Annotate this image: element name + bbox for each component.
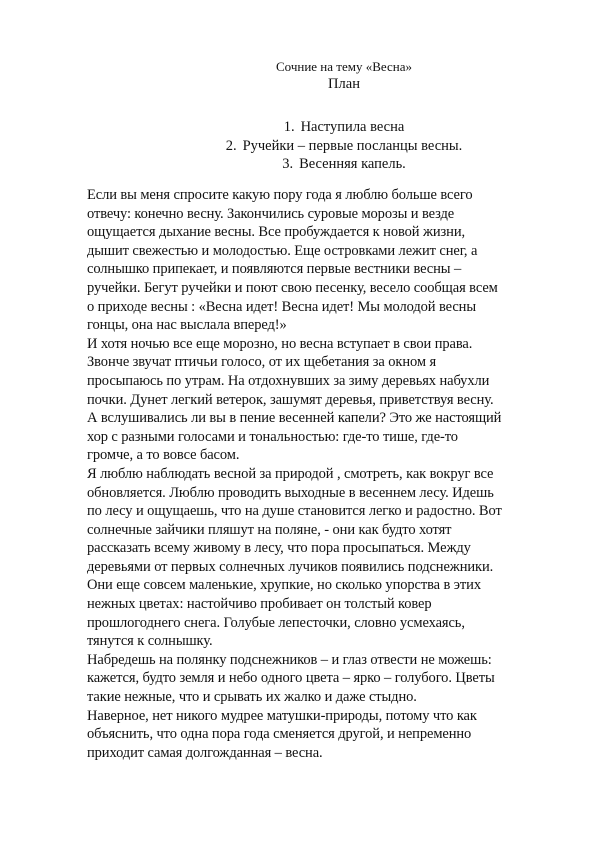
body-line: отвечу: конечно весну. Закончились суровые морозы и везде bbox=[87, 205, 455, 222]
plan-item-number: 2. bbox=[225, 137, 237, 154]
body-line: И хотя ночью все еще морозно, но весна вступает в свои права. bbox=[87, 335, 473, 352]
plan-item-text: Весенняя капель. bbox=[299, 156, 406, 172]
body-line: почки. Дунет легкий ветерок, зашумят деревья, приветствуя весну. bbox=[87, 391, 494, 408]
essay-body bbox=[87, 186, 527, 762]
body-line: Наверное, нет никого мудрее матушки-природы, потому что как bbox=[87, 707, 477, 724]
plan-item-number: 3. bbox=[282, 156, 294, 172]
body-line: Я люблю наблюдать весной за природой , смотреть, как вокруг все bbox=[87, 465, 494, 482]
body-line: деревьями от первых солнечных лучиков появились подснежники. bbox=[87, 558, 494, 575]
body-line: о приходе весны : «Весна идет! Весна идет! Мы молодой весны bbox=[87, 298, 476, 315]
plan-list bbox=[0, 118, 596, 174]
body-line: ощущается дыхание весны. Все пробуждается к новой жизни, bbox=[87, 224, 465, 241]
body-line: дышит свежестью и молодостью. Еще островками лежит снег, а bbox=[87, 242, 478, 259]
plan-item-text: Ручейки – первые посланцы весны. bbox=[242, 137, 463, 154]
body-line: Звонче звучат птичьи голосо, от их щебетания за окном я bbox=[87, 354, 437, 371]
body-line: Если вы меня спросите какую пору года я люблю больше всего bbox=[87, 187, 473, 203]
plan-item-text: Наступила весна bbox=[300, 119, 405, 135]
body-line: солнышко припекает, и появляются первые вестники весны – bbox=[87, 261, 462, 278]
body-line: такие нежные, что и срывать их жалко и даже стыдно. bbox=[87, 689, 417, 706]
body-line: ручейки. Бегут ручейки и поют свою песенку, весело сообщая всем bbox=[87, 279, 498, 296]
plan-item-number: 1. bbox=[283, 119, 295, 135]
body-line: по лесу и ощущаешь, что на душе становится легко и радостно. Вот bbox=[87, 503, 502, 520]
plan-item bbox=[92, 137, 596, 156]
plan-title: План bbox=[328, 76, 360, 92]
body-line: нежных цветах: настойчиво пробивает он толстый ковер bbox=[87, 596, 432, 613]
body-line: Набредешь на полянку подснежников – и глаз отвести не можешь: bbox=[87, 651, 492, 668]
plan-item bbox=[92, 155, 596, 174]
body-line: просыпаюсь по утрам. На отдохнувших за зиму деревьях набухли bbox=[87, 372, 490, 389]
document-header bbox=[0, 59, 596, 93]
essay-subtitle: Сочние на тему «Весна» bbox=[276, 59, 412, 74]
body-line: А вслушивались ли вы в пение весенней капели? Это же настоящий bbox=[87, 410, 502, 427]
body-line: солнечные зайчики пляшут на поляне, - они как будто хотят bbox=[87, 521, 452, 538]
body-line: обновляется. Люблю проводить выходные в весеннем лесу. Идешь bbox=[87, 484, 494, 501]
body-line: Они еще совсем маленькие, хрупкие, но сколько упорства в этих bbox=[87, 577, 481, 594]
body-line: прошлогоднего снега. Голубые лепесточки, словно усмехаясь, bbox=[87, 614, 465, 631]
body-line: приходит самая долгожданная – весна. bbox=[87, 744, 323, 761]
body-line: гонцы, она нас выслала вперед!» bbox=[87, 317, 287, 334]
body-line: хор с разными голосами и тональностью: где-то тише, где-то bbox=[87, 428, 458, 445]
body-line: громче, а то вовсе басом. bbox=[87, 447, 240, 464]
body-line: кажется, будто земля и небо одного цвета – ярко – голубого. Цветы bbox=[87, 670, 495, 687]
body-line: рассказать всему живому в лесу, что пора просыпаться. Между bbox=[87, 540, 471, 557]
plan-item bbox=[92, 118, 596, 137]
body-line: объяснить, что одна пора года сменяется другой, и непременно bbox=[87, 726, 472, 743]
body-line: тянутся к солнышку. bbox=[87, 633, 213, 650]
